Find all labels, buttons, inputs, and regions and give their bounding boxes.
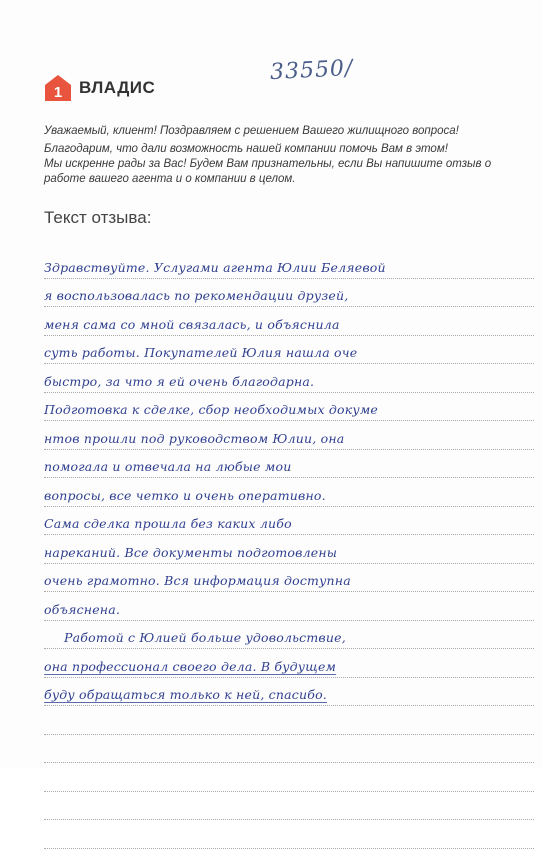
- review-line[interactable]: [44, 564, 534, 593]
- review-line[interactable]: [44, 307, 534, 336]
- review-label: Текст отзыва:: [44, 208, 152, 227]
- review-line[interactable]: [44, 336, 534, 365]
- review-line-text: очень грамотно. Вся информация доступна: [44, 573, 351, 588]
- review-line[interactable]: [44, 649, 534, 678]
- review-line-text: Здравствуйте. Услугами агента Юлии Беляевой: [44, 259, 386, 275]
- review-line[interactable]: [44, 735, 534, 764]
- review-line[interactable]: [44, 678, 534, 707]
- review-line-text: нареканий. Все документы подготовлены: [44, 544, 338, 560]
- review-line[interactable]: [44, 364, 534, 393]
- review-line[interactable]: [44, 250, 534, 279]
- review-line-text: Подготовка к сделке, сбор необходимых докуме: [44, 402, 379, 417]
- review-line-text: Работой с Юлией больше удовольствие,: [64, 630, 346, 645]
- review-line-text: быстро, за что я ей очень благодарна.: [44, 373, 315, 389]
- intro-text: [44, 124, 514, 190]
- review-line-text: меня сама со мной связалась, и объяснила: [44, 316, 340, 332]
- review-line-text: я воспользовалась по рекомендации друзей,: [44, 288, 349, 303]
- review-line[interactable]: [44, 478, 534, 507]
- review-lines: [44, 250, 534, 849]
- review-line[interactable]: [44, 421, 534, 450]
- review-line-text: помогала и отвечала на любые мои: [44, 459, 292, 474]
- review-line-text: нтов прошли под руководством Юлии, она: [44, 430, 345, 446]
- review-line-text: суть работы. Покупателей Юлия нашла оче: [44, 345, 358, 360]
- review-line[interactable]: [44, 792, 534, 821]
- brand-logo: [44, 74, 155, 102]
- review-line[interactable]: [44, 507, 534, 536]
- intro-line-3: Мы искренне рады за Вас! Будем Вам признательны, если Вы напишите отзыв о работе вашего агента и о компании в целом.: [44, 158, 492, 185]
- review-line[interactable]: [44, 820, 534, 849]
- review-line-text: буду обращаться только к ней, спасибо.: [44, 687, 327, 702]
- review-line-text: вопросы, все четко и очень оперативно.: [44, 487, 326, 503]
- review-line-text: объяснена.: [44, 601, 121, 617]
- review-line[interactable]: [44, 763, 534, 792]
- review-line[interactable]: [44, 535, 534, 564]
- review-line[interactable]: [44, 279, 534, 308]
- handwritten-number: 33550/: [269, 55, 355, 86]
- review-line-text: она профессионал своего дела. В будущем: [44, 658, 337, 674]
- review-line[interactable]: [44, 450, 534, 479]
- review-line[interactable]: [44, 621, 534, 650]
- house-logo-icon: [44, 74, 72, 102]
- review-line[interactable]: [44, 393, 534, 422]
- intro-line-1: Уважаемый, клиент! Поздравляем с решением Вашего жилищного вопроса!: [44, 125, 459, 137]
- review-line[interactable]: [44, 706, 534, 735]
- brand-name: ВЛАДИС: [79, 78, 156, 97]
- review-line-text: Сама сделка прошла без каких либо: [44, 516, 292, 531]
- intro-line-2: Благодарим, что дали возможность нашей компании помочь Вам в этом!: [44, 143, 448, 155]
- logo-glyph: 1: [53, 84, 63, 101]
- review-line[interactable]: [44, 592, 534, 621]
